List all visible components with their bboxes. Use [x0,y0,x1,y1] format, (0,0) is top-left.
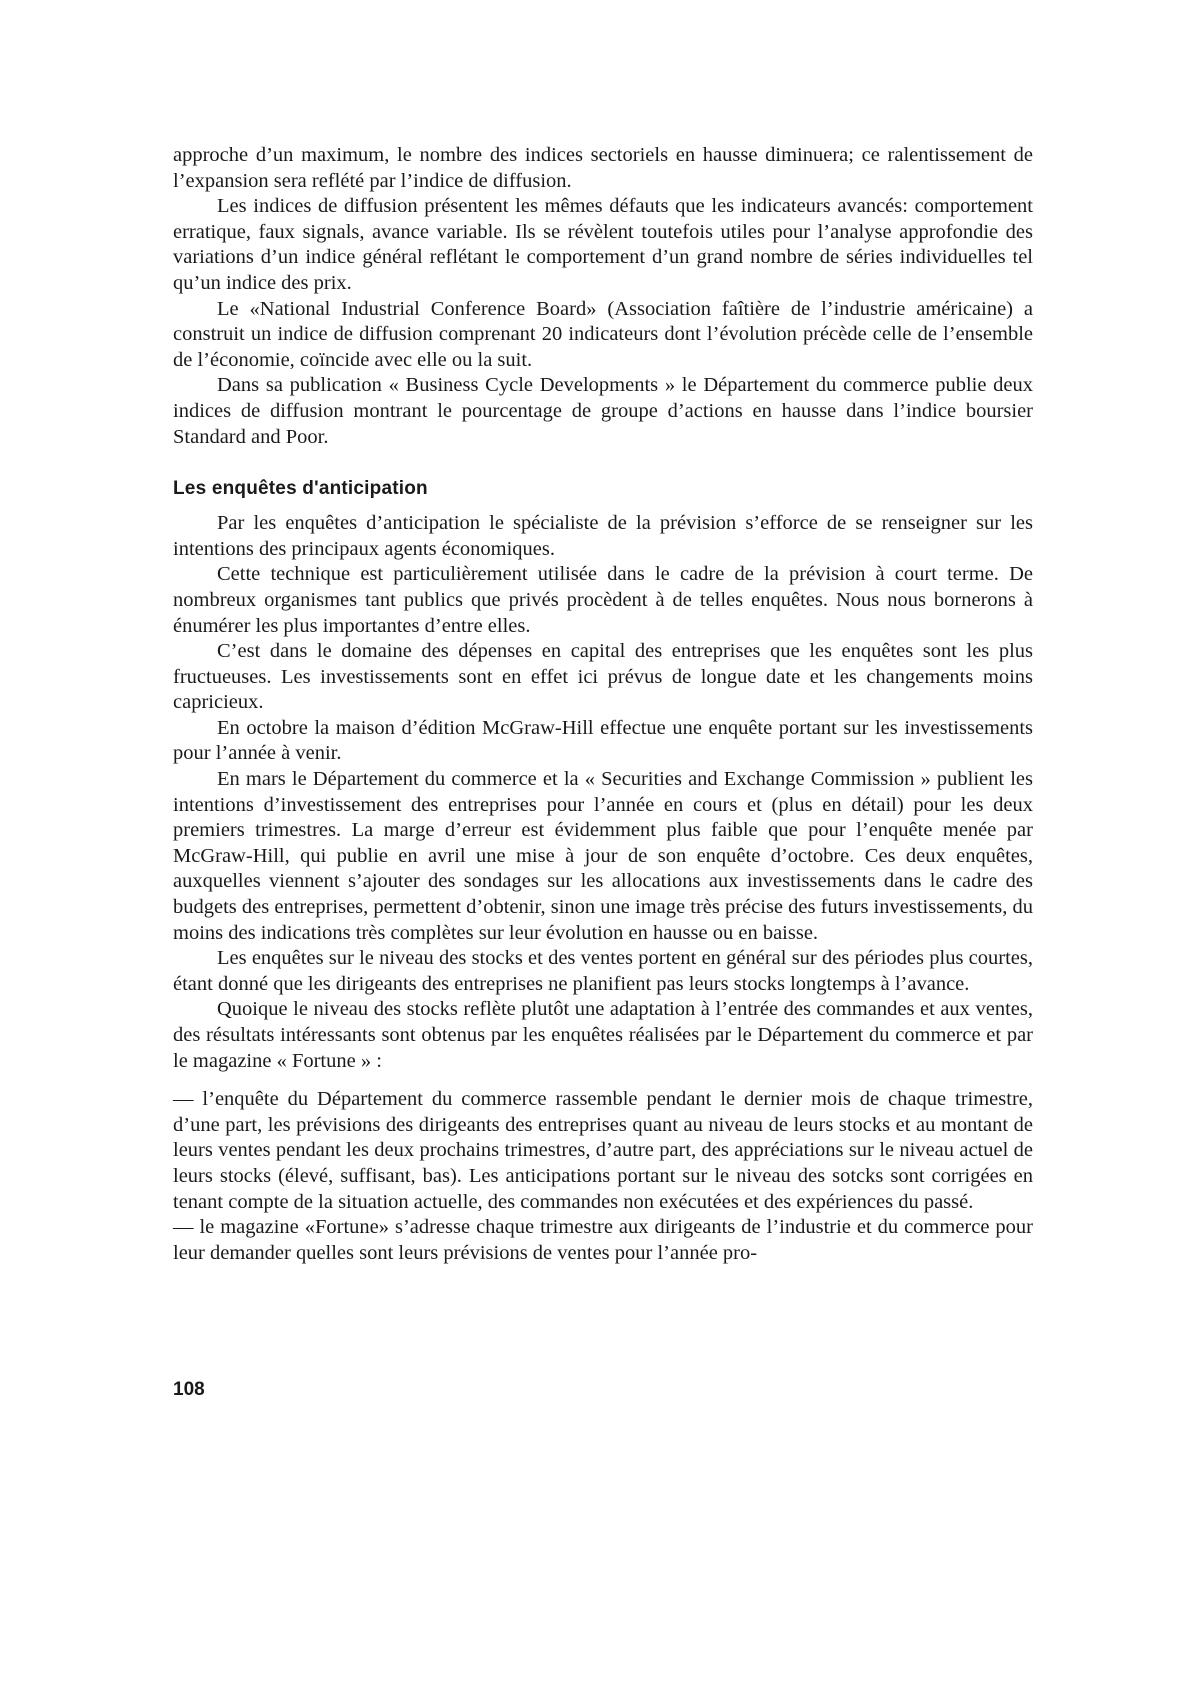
page-body [173,143,1033,1266]
paragraph: Les indices de diffusion présentent les mêmes défauts que les indicateurs avancés: comportement erratique, faux signals, avance variable. Ils se révèlent toutefois utiles pour l’analyse approfondie des variations d’un indice général reflétant le comportement d’un grand nombre de séries individuelles tel qu’un indice des prix. [173,195,1033,294]
paragraph: Quoique le niveau des stocks reflète plutôt une adaptation à l’entrée des commandes et aux ventes, des résultats intéressants sont obtenus par les enquêtes réalisées par le Département du commerce et par le magazine « Fortune » : [173,998,1033,1072]
paragraph: En mars le Département du commerce et la « Securities and Exchange Commission » publient les intentions d’investissement des entreprises pour l’année en cours et (plus en détail) pour les deux premiers trimestres. La marge d’erreur est évidemment plus faible que pour l’enquête menée par McGraw-Hill, qui publie en avril une mise à jour de son enquête d’octobre. Ces deux enquêtes, auxquelles viennent s’ajouter des sondages sur les allocations aux investissements dans le cadre des budgets des entreprises, permettent d’obtenir, sinon une image très précise des futurs investissements, du moins des indications très complètes sur leur évolution en hausse ou en baisse. [173,768,1033,944]
section-spacer [173,450,1033,477]
paragraph: Les enquêtes sur le niveau des stocks et des ventes portent en général sur des périodes plus courtes, étant donné que les dirigeants des entreprises ne planifient pas leurs stocks longtemps à l’avance. [173,947,1033,995]
dash-list-item: — l’enquête du Département du commerce rassemble pendant le dernier mois de chaque trimestre, d’une part, les prévisions des dirigeants des entreprises quant au niveau de leurs stocks et au montant de leurs ventes pendant les deux prochains trimestres, d’autre part, des appréciations sur le niveau actuel de leurs stocks (élevé, suffisant, bas). Les anticipations portant sur le niveau des sotcks sont corrigées en tenant compte de la situation actuelle, des commandes non exécutées et des expériences du passé. [173,1088,1033,1213]
page-number: 108 [173,1379,205,1400]
paragraph: C’est dans le domaine des dépenses en capital des entreprises que les enquêtes sont les plus fructueuses. Les investissements sont en effet ici prévus de longue date et les changements moins capricieux. [173,640,1033,714]
paragraph: Par les enquêtes d’anticipation le spécialiste de la prévision s’efforce de se renseigner sur les intentions des principaux agents économiques. [173,512,1033,560]
paragraph: Cette technique est particulièrement utilisée dans le cadre de la prévision à court terme. De nombreux organismes tant publics que privés procèdent à de telles enquêtes. Nous nous bornerons à énumérer les plus importantes d’entre elles. [173,563,1033,637]
paragraph: Le «National Industrial Conference Board» (Association faîtière de l’industrie américaine) a construit un indice de diffusion comprenant 20 indicateurs dont l’évolution précède celle de l’ensemble de l’économie, coïncide avec elle ou la suit. [173,297,1033,371]
paragraph: Dans sa publication « Business Cycle Developments » le Département du commerce publie deux indices de diffusion montrant le pourcentage de groupe d’actions en hausse dans l’indice boursier Standard and Poor. [173,374,1033,448]
paragraph: approche d’un maximum, le nombre des indices sectoriels en hausse diminuera; ce ralentissement de l’expansion sera reflété par l’indice de diffusion. [173,144,1033,192]
paragraph: En octobre la maison d’édition McGraw-Hill effectue une enquête portant sur les investissements pour l’année à venir. [173,716,1033,765]
dash-list-item: — le magazine «Fortune» s’adresse chaque trimestre aux dirigeants de l’industrie et du commerce pour leur demander quelles sont leurs prévisions de ventes pour l’année pro- [173,1216,1033,1264]
section-heading: Les enquêtes d'anticipation [173,478,428,500]
